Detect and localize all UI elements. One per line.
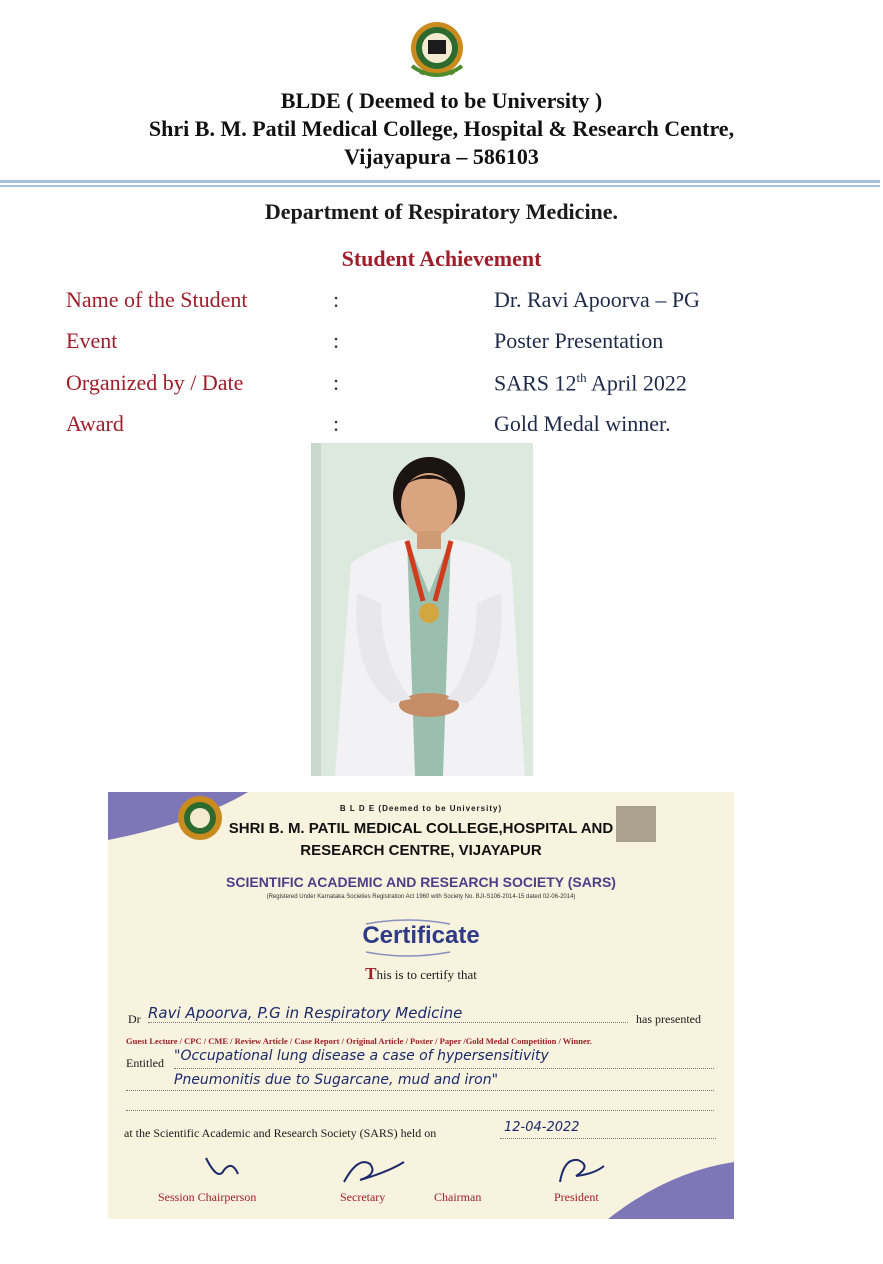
entitled-label: Entitled bbox=[126, 1056, 164, 1070]
date-dotted-line bbox=[500, 1138, 716, 1139]
college-name: Shri B. M. Patil Medical College, Hospital & Research Centre, bbox=[148, 116, 735, 141]
certificate-college-line1: SHRI B. M. PATIL MEDICAL COLLEGE,HOSPITAL AND bbox=[228, 820, 614, 837]
certificate-college-line2: RESEARCH CENTRE, VIJAYAPUR bbox=[300, 842, 542, 859]
student-photo bbox=[311, 443, 533, 776]
certificate-certify-text: This is to certify that bbox=[365, 964, 477, 983]
header-divider bbox=[0, 180, 880, 183]
has-presented-label: has presented bbox=[636, 1012, 701, 1026]
presentation-categories: Guest Lecture / CPC / CME / Review Article / Case Report / Original Article / Poster / Paper /Gold Medal Competition / Winner. bbox=[126, 1036, 592, 1046]
section-title: Student Achievement bbox=[341, 246, 542, 271]
certificate-university: B L D E (Deemed to be University) bbox=[339, 804, 503, 813]
signatures-ink bbox=[108, 1152, 734, 1192]
department-title: Department of Respiratory Medicine. bbox=[264, 199, 619, 224]
title-dotted-line3 bbox=[126, 1110, 714, 1111]
signature-secretary: Secretary bbox=[340, 1190, 386, 1204]
name-dotted-line bbox=[148, 1022, 628, 1023]
label-event: Event bbox=[66, 328, 118, 353]
label-award: Award bbox=[66, 411, 124, 436]
certificate-title: Certificate bbox=[362, 922, 480, 949]
title-dotted-line2 bbox=[126, 1090, 714, 1091]
colon: : bbox=[333, 411, 340, 436]
header-divider-secondary bbox=[0, 185, 880, 187]
colon: : bbox=[333, 287, 340, 312]
value-award: Gold Medal winner. bbox=[494, 411, 671, 436]
label-organized-by: Organized by / Date bbox=[66, 370, 244, 395]
value-organized-by: SARS 12th April 2022 bbox=[494, 370, 687, 396]
date-handwritten: 12-04-2022 bbox=[504, 1120, 580, 1135]
title-handwritten-line2: Pneumonitis due to Sugarcane, mud and iron" bbox=[174, 1072, 499, 1088]
university-name: BLDE ( Deemed to be University ) bbox=[280, 88, 603, 113]
signature-chairman: Chairman bbox=[434, 1190, 482, 1204]
certificate-registration: (Registered Under Karnataka Societies Registration Act 1960 with Society No. BJI-S106-2014-15 dated 02-06-2014) bbox=[266, 894, 576, 900]
label-student-name: Name of the Student bbox=[66, 287, 248, 312]
colon: : bbox=[333, 370, 340, 395]
title-dotted-line1 bbox=[174, 1068, 714, 1069]
colon: : bbox=[333, 328, 340, 353]
university-seal-icon bbox=[404, 18, 470, 84]
signature-session-chairperson: Session Chairperson bbox=[158, 1190, 257, 1204]
title-handwritten-line1: "Occupational lung disease a case of hypersensitivity bbox=[174, 1048, 549, 1064]
dr-label: Dr bbox=[128, 1012, 141, 1026]
college-address: Vijayapura – 586103 bbox=[344, 144, 539, 169]
certificate-society: SCIENTIFIC ACADEMIC AND RESEARCH SOCIETY (SARS) bbox=[226, 874, 616, 890]
value-event: Poster Presentation bbox=[494, 328, 664, 353]
recipient-name-handwritten: Ravi Apoorva, P.G in Respiratory Medicine bbox=[148, 1004, 463, 1022]
certificate-image bbox=[108, 792, 734, 1219]
value-student-name: Dr. Ravi Apoorva – PG bbox=[494, 287, 700, 312]
signature-president: President bbox=[554, 1190, 599, 1204]
held-on-label: at the Scientific Academic and Research Society (SARS) held on bbox=[124, 1126, 437, 1140]
